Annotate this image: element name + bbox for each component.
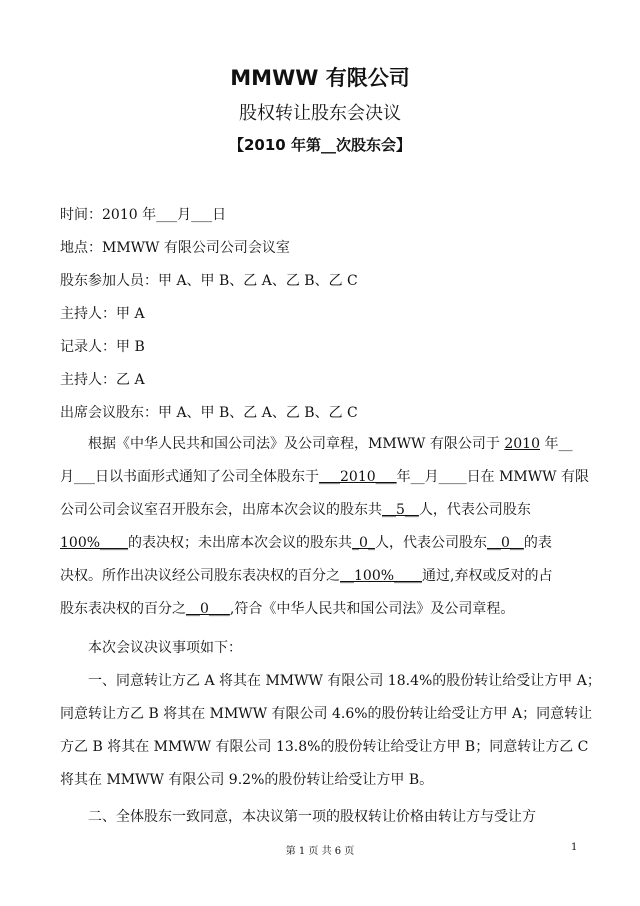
pass-pct: __100%____: [340, 568, 423, 584]
meeting-place: 地点：MMWW 有限公司公司会议室: [60, 240, 290, 256]
attend-pct: 100%____: [60, 535, 129, 551]
page-number: 1: [571, 842, 578, 853]
meeting-time: 时间：2010 年___月___日: [60, 207, 227, 223]
recorder: 记录人：甲 B: [60, 339, 145, 355]
page-footer: 第 1 页 共 6 页: [285, 846, 355, 857]
absent-pct: __0__: [486, 535, 524, 551]
meeting-year: ___2010___: [319, 469, 397, 485]
host: 主持人：甲 A: [60, 306, 145, 322]
paragraph-resolution-1: 一、同意转让方乙 A 将其在 MMWW 有限公司 18.4%的股份转让给受让方甲 A； 同意转让方乙 B 将其在 MMWW 有限公司 4.6%的股份转让给受让方甲 A；同意转让 方乙 B 将其在 MMWW 有限公司 13.8%的股份转让给受让方甲 B；同意转让方乙 C 将其在 MMWW 有限公司 9.2%的股份转让给受让方甲 B。: [60, 673, 601, 788]
attend-count: __5__: [382, 502, 419, 518]
notice-year: 2010: [504, 436, 540, 452]
paragraph-notice: 根据《中华人民共和国公司法》及公司章程，MMWW 有限公司于 2010 年__ 月___日以书面形式通知了公司全体股东于___2010___年__月____日在 MMWW 有限 公司公司会议室召开股东会，出席本次会议的股东共__5__人，代表公司股东 100%____的表决权；未出席本次会议的股东共_0_人，代表公司股东__0__的表 决权。所作出决议经公司股东表决权的百分之__100%____通过,弃权或反对的占 股东表决权的百分之__0___,符合《中华人民共和国公司法》及公司章程。: [60, 436, 589, 617]
document-title: 股权转让股东会决议: [239, 103, 401, 124]
oppose-pct: __0___: [186, 601, 230, 617]
attending-shareholders: 出席会议股东：甲 A、甲 B、乙 A、乙 B、乙 C: [60, 405, 358, 421]
paragraph-resolution-2: 二、全体股东一致同意，本决议第一项的股权转让价格由转让方与受让方: [60, 809, 536, 825]
meeting-subtitle: 【2010 年第__次股东会】: [229, 136, 411, 154]
host-2: 主持人：乙 A: [60, 372, 145, 388]
company-title: MMWW 有限公司: [230, 66, 410, 90]
participants: 股东参加人员：甲 A、甲 B、乙 A、乙 B、乙 C: [60, 273, 358, 289]
paragraph-items-intro: 本次会议决议事项如下：: [60, 640, 242, 656]
absent-count: _0_: [352, 535, 375, 551]
